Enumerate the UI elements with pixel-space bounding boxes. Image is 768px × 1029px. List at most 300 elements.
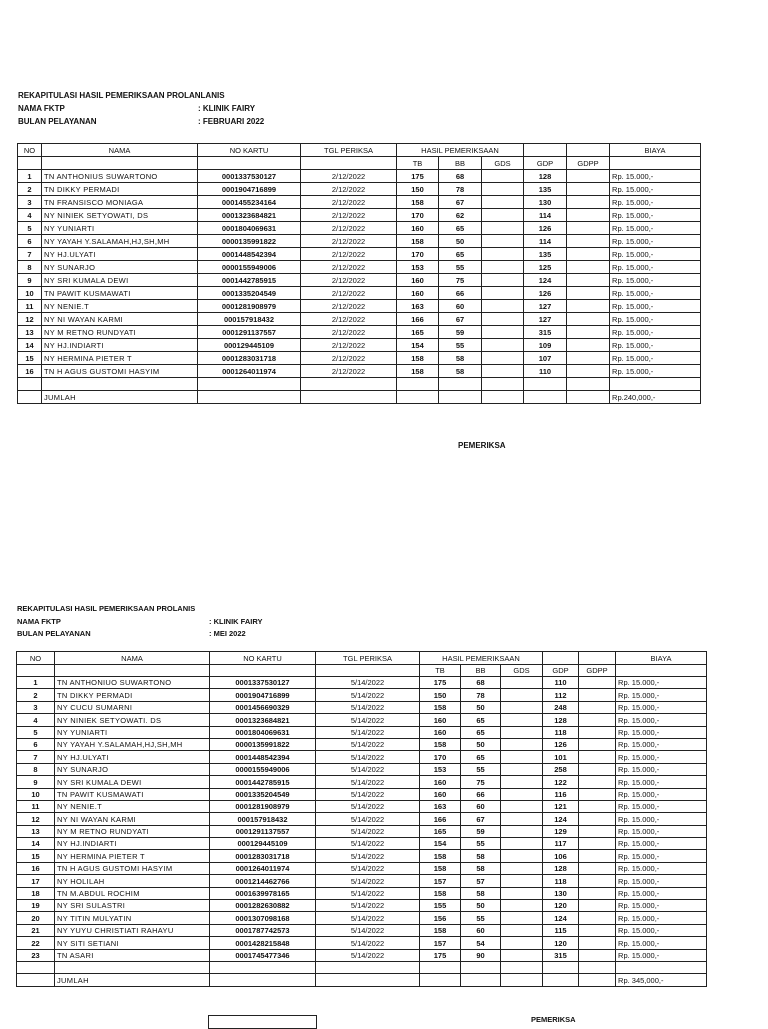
table-row [18, 326, 701, 339]
row-biaya: Rp. 15.000,- [616, 912, 707, 924]
row-no: 8 [18, 261, 42, 274]
report1-bulan-value: : FEBRUARI 2022 [198, 117, 265, 126]
row-bb: 65 [439, 222, 482, 235]
empty-cell [18, 391, 42, 404]
row-tb: 150 [397, 183, 439, 196]
row-no: 5 [18, 222, 42, 235]
row-gdpp [567, 274, 610, 287]
row-tgl: 5/14/2022 [316, 838, 420, 850]
row-gdp: 135 [524, 248, 567, 261]
row-tb: 160 [420, 776, 461, 788]
row-tgl: 2/12/2022 [301, 222, 397, 235]
signature-box [208, 1015, 317, 1029]
row-no: 5 [17, 726, 55, 738]
col-bb: BB [439, 157, 482, 170]
row-gds [482, 365, 524, 378]
row-tgl: 5/14/2022 [316, 677, 420, 689]
table-row [18, 274, 701, 287]
row-tgl: 5/14/2022 [316, 800, 420, 812]
report2-pemeriksa: PEMERIKSA [531, 1015, 576, 1024]
row-gdp: 112 [543, 689, 579, 701]
row-biaya: Rp. 15.000,- [616, 900, 707, 912]
row-tb: 158 [420, 701, 461, 713]
row-no: 3 [18, 196, 42, 209]
row-biaya: Rp. 15.000,- [616, 714, 707, 726]
table-row-empty [18, 378, 701, 391]
row-nama: NY HJ.INDIARTI [42, 339, 198, 352]
row-no: 23 [17, 949, 55, 961]
table-row [17, 689, 707, 701]
row-gdpp [579, 800, 616, 812]
row-gds [501, 689, 543, 701]
table-row [17, 900, 707, 912]
row-nama: NY SRI SULASTRI [55, 900, 210, 912]
table-subheader-row [18, 157, 701, 170]
table-subheader-row [17, 665, 707, 677]
row-gds [501, 900, 543, 912]
row-gdp: 127 [524, 300, 567, 313]
row-bb: 75 [439, 274, 482, 287]
row-no-kartu: 0001804069631 [198, 222, 301, 235]
col-tb: TB [397, 157, 439, 170]
row-tgl: 5/14/2022 [316, 776, 420, 788]
subheader-blank [198, 157, 301, 170]
row-nama: NY M RETNO RUNDYATI [42, 326, 198, 339]
table-row [17, 813, 707, 825]
row-bb: 50 [461, 701, 501, 713]
row-biaya: Rp. 15.000,- [616, 850, 707, 862]
subheader-blank [18, 157, 42, 170]
row-tb: 163 [420, 800, 461, 812]
row-nama: NY NI WAYAN KARMI [55, 813, 210, 825]
table-row [17, 850, 707, 862]
row-tgl: 5/14/2022 [316, 689, 420, 701]
empty-cell [616, 961, 707, 973]
empty-cell [439, 391, 482, 404]
row-biaya: Rp. 15.000,- [610, 352, 701, 365]
empty-cell [210, 974, 316, 986]
table-row [17, 714, 707, 726]
row-no-kartu: 0001281908979 [198, 300, 301, 313]
header-blank [579, 652, 616, 665]
row-bb: 67 [461, 813, 501, 825]
row-bb: 55 [439, 261, 482, 274]
row-no: 4 [18, 209, 42, 222]
row-bb: 50 [439, 235, 482, 248]
subheader-blank [210, 665, 316, 677]
table-row [18, 235, 701, 248]
row-biaya: Rp. 15.000,- [616, 924, 707, 936]
row-bb: 66 [461, 788, 501, 800]
table-row [17, 838, 707, 850]
row-no: 12 [18, 313, 42, 326]
row-gds [501, 912, 543, 924]
row-biaya: Rp. 15.000,- [610, 183, 701, 196]
empty-cell [524, 391, 567, 404]
row-tb: 150 [420, 689, 461, 701]
row-nama: TN M.ABDUL ROCHIM [55, 887, 210, 899]
row-no-kartu: 0001291137557 [210, 825, 316, 837]
row-bb: 58 [461, 887, 501, 899]
subheader-blank [42, 157, 198, 170]
row-gdpp [579, 825, 616, 837]
row-gdpp [579, 838, 616, 850]
row-tgl: 2/12/2022 [301, 261, 397, 274]
row-gdp: 315 [543, 949, 579, 961]
row-no: 6 [18, 235, 42, 248]
col-gdp: GDP [543, 665, 579, 677]
row-gdp: 117 [543, 838, 579, 850]
row-gds [501, 937, 543, 949]
row-bb: 60 [439, 300, 482, 313]
row-no: 7 [18, 248, 42, 261]
row-nama: NY SRI KUMALA DEWI [55, 776, 210, 788]
row-tb: 153 [420, 763, 461, 775]
row-no-kartu: 0001281908979 [210, 800, 316, 812]
empty-cell [55, 961, 210, 973]
row-tb: 175 [420, 677, 461, 689]
row-no-kartu: 0001448542394 [198, 248, 301, 261]
row-gdpp [567, 326, 610, 339]
row-gdpp [567, 196, 610, 209]
empty-cell [316, 961, 420, 973]
row-tgl: 2/12/2022 [301, 274, 397, 287]
row-no: 13 [18, 326, 42, 339]
row-gdpp [567, 339, 610, 352]
row-nama: NY SUNARJO [42, 261, 198, 274]
row-tgl: 5/14/2022 [316, 701, 420, 713]
row-no: 18 [17, 887, 55, 899]
report2-header [17, 603, 262, 641]
row-nama: NY HOLILAH [55, 875, 210, 887]
row-tb: 154 [397, 339, 439, 352]
col-no-kartu: NO KARTU [210, 652, 316, 665]
row-gdpp [579, 813, 616, 825]
row-no-kartu: 0001264011974 [210, 862, 316, 874]
row-biaya: Rp. 15.000,- [616, 813, 707, 825]
row-gds [482, 170, 524, 183]
jumlah-label: JUMLAH [55, 974, 210, 986]
row-bb: 55 [439, 339, 482, 352]
row-no: 7 [17, 751, 55, 763]
row-biaya: Rp. 15.000,- [610, 339, 701, 352]
row-bb: 58 [461, 862, 501, 874]
row-nama: NY HJ.ULYATI [42, 248, 198, 261]
empty-cell [501, 974, 543, 986]
table-row-empty [17, 961, 707, 973]
row-gds [501, 825, 543, 837]
row-tgl: 5/14/2022 [316, 714, 420, 726]
row-nama: NY YAYAH Y.SALAMAH,HJ,SH,MH [42, 235, 198, 248]
row-gds [482, 287, 524, 300]
row-no: 11 [17, 800, 55, 812]
row-tb: 158 [397, 235, 439, 248]
row-gdpp [567, 248, 610, 261]
row-bb: 55 [461, 912, 501, 924]
row-gdpp [579, 937, 616, 949]
row-gdp: 124 [524, 274, 567, 287]
row-tb: 170 [397, 209, 439, 222]
row-no: 2 [18, 183, 42, 196]
table-row [17, 788, 707, 800]
row-tgl: 5/14/2022 [316, 813, 420, 825]
row-gdpp [579, 949, 616, 961]
table-row [18, 365, 701, 378]
row-no-kartu: 000129445109 [210, 838, 316, 850]
row-no-kartu: 0001442785915 [198, 274, 301, 287]
row-gds [501, 714, 543, 726]
row-gdp: 120 [543, 900, 579, 912]
row-gdpp [579, 689, 616, 701]
empty-cell [482, 378, 524, 391]
row-nama: NY NENIE.T [42, 300, 198, 313]
empty-cell [17, 974, 55, 986]
table-row [17, 751, 707, 763]
row-gdp: 130 [543, 887, 579, 899]
row-biaya: Rp. 15.000,- [616, 763, 707, 775]
subheader-blank [316, 665, 420, 677]
row-gds [482, 326, 524, 339]
col-biaya: BIAYA [616, 652, 707, 665]
row-no: 22 [17, 937, 55, 949]
row-gdpp [567, 183, 610, 196]
row-nama: NY TITIN MULYATIN [55, 912, 210, 924]
table-row [17, 887, 707, 899]
row-tb: 158 [420, 924, 461, 936]
row-gdpp [579, 701, 616, 713]
row-tgl: 5/14/2022 [316, 788, 420, 800]
table-row [17, 924, 707, 936]
row-nama: TN DIKKY PERMADI [42, 183, 198, 196]
jumlah-row [17, 974, 707, 986]
row-nama: TN DIKKY PERMADI [55, 689, 210, 701]
row-bb: 65 [461, 714, 501, 726]
row-biaya: Rp. 15.000,- [616, 825, 707, 837]
table-row [17, 875, 707, 887]
report2-fktp-label: NAMA FKTP [17, 616, 61, 626]
row-no: 10 [17, 788, 55, 800]
row-gdp: 129 [543, 825, 579, 837]
row-tb: 160 [420, 726, 461, 738]
table-row [17, 701, 707, 713]
row-tgl: 2/12/2022 [301, 300, 397, 313]
header-blank [524, 144, 567, 157]
col-biaya: BIAYA [610, 144, 701, 157]
row-no-kartu: 0001804069631 [210, 726, 316, 738]
row-bb: 65 [461, 726, 501, 738]
row-gdp: 126 [524, 222, 567, 235]
row-gdpp [567, 261, 610, 274]
row-tgl: 2/12/2022 [301, 209, 397, 222]
report2-bulan-label: BULAN PELAYANAN [17, 629, 91, 638]
row-no: 11 [18, 300, 42, 313]
table-row [18, 352, 701, 365]
row-gds [501, 949, 543, 961]
row-gdpp [567, 365, 610, 378]
row-gds [482, 222, 524, 235]
table-row [18, 261, 701, 274]
subheader-blank [55, 665, 210, 677]
row-no-kartu: 0001745477346 [210, 949, 316, 961]
row-no: 9 [17, 776, 55, 788]
empty-cell [420, 961, 461, 973]
row-gdp: 101 [543, 751, 579, 763]
table-row [17, 912, 707, 924]
row-gdpp [579, 887, 616, 899]
jumlah-label: JUMLAH [42, 391, 198, 404]
row-gds [501, 776, 543, 788]
row-tb: 166 [397, 313, 439, 326]
col-gds: GDS [482, 157, 524, 170]
row-no-kartu: 000157918432 [198, 313, 301, 326]
row-gds [501, 763, 543, 775]
row-bb: 59 [439, 326, 482, 339]
row-tgl: 2/12/2022 [301, 248, 397, 261]
row-no: 15 [17, 850, 55, 862]
row-no: 1 [17, 677, 55, 689]
row-nama: NY HERMINA PIETER T [55, 850, 210, 862]
row-gds [482, 196, 524, 209]
table-row [18, 339, 701, 352]
row-no: 15 [18, 352, 42, 365]
row-tgl: 2/12/2022 [301, 235, 397, 248]
row-gdp: 130 [524, 196, 567, 209]
col-tgl: TGL PERIKSA [316, 652, 420, 665]
row-biaya: Rp. 15.000,- [610, 248, 701, 261]
col-nama: NAMA [55, 652, 210, 665]
row-gdpp [579, 726, 616, 738]
row-no-kartu: 0001442785915 [210, 776, 316, 788]
row-biaya: Rp. 15.000,- [616, 887, 707, 899]
row-gdp: 118 [543, 726, 579, 738]
row-nama: NY NI WAYAN KARMI [42, 313, 198, 326]
row-gdp: 124 [543, 912, 579, 924]
row-tgl: 5/14/2022 [316, 937, 420, 949]
row-no-kartu: 0001335204549 [210, 788, 316, 800]
row-nama: NY HJ.INDIARTI [55, 838, 210, 850]
row-gds [501, 726, 543, 738]
row-nama: NY NENIE.T [55, 800, 210, 812]
row-gdp: 126 [543, 738, 579, 750]
row-gds [482, 339, 524, 352]
row-nama: TN PAWIT KUSMAWATI [42, 287, 198, 300]
row-tgl: 5/14/2022 [316, 912, 420, 924]
row-gds [482, 274, 524, 287]
row-nama: NY M RETNO RUNDYATI [55, 825, 210, 837]
row-biaya: Rp. 15.000,- [616, 738, 707, 750]
row-no: 8 [17, 763, 55, 775]
row-gds [501, 850, 543, 862]
row-no: 6 [17, 738, 55, 750]
row-tb: 163 [397, 300, 439, 313]
row-gdp: 128 [524, 170, 567, 183]
empty-cell [316, 974, 420, 986]
row-bb: 60 [461, 924, 501, 936]
row-bb: 58 [461, 850, 501, 862]
jumlah-value: Rp.240,000,- [610, 391, 701, 404]
row-biaya: Rp. 15.000,- [610, 274, 701, 287]
table-row [17, 677, 707, 689]
jumlah-row [18, 391, 701, 404]
report1-pemeriksa: PEMERIKSA [458, 441, 506, 450]
row-bb: 78 [461, 689, 501, 701]
row-no-kartu: 0000155949006 [210, 763, 316, 775]
table-row [18, 313, 701, 326]
row-gdp: 127 [524, 313, 567, 326]
col-bb: BB [461, 665, 501, 677]
row-tgl: 2/12/2022 [301, 313, 397, 326]
empty-cell [461, 974, 501, 986]
row-tgl: 5/14/2022 [316, 825, 420, 837]
row-bb: 62 [439, 209, 482, 222]
row-tgl: 5/14/2022 [316, 763, 420, 775]
row-tb: 160 [397, 287, 439, 300]
row-biaya: Rp. 15.000,- [610, 209, 701, 222]
row-gdp: 128 [543, 862, 579, 874]
row-gdpp [567, 209, 610, 222]
row-bb: 60 [461, 800, 501, 812]
row-biaya: Rp. 15.000,- [616, 937, 707, 949]
row-gds [482, 235, 524, 248]
row-tb: 165 [397, 326, 439, 339]
row-tgl: 2/12/2022 [301, 339, 397, 352]
row-gdp: 110 [524, 365, 567, 378]
table-row [17, 800, 707, 812]
row-tb: 156 [420, 912, 461, 924]
row-nama: NY YUNIARTI [42, 222, 198, 235]
table-row [18, 196, 701, 209]
row-tgl: 2/12/2022 [301, 287, 397, 300]
row-no: 20 [17, 912, 55, 924]
col-gdpp: GDPP [579, 665, 616, 677]
col-no-kartu: NO KARTU [198, 144, 301, 157]
row-no-kartu: 0001904716899 [210, 689, 316, 701]
row-gds [501, 751, 543, 763]
row-no-kartu: 0001337530127 [210, 677, 316, 689]
row-biaya: Rp. 15.000,- [616, 800, 707, 812]
row-gds [482, 183, 524, 196]
empty-cell [461, 961, 501, 973]
col-hasil: HASIL PEMERIKSAAN [420, 652, 543, 665]
col-gds: GDS [501, 665, 543, 677]
row-gdpp [579, 751, 616, 763]
table-row [18, 248, 701, 261]
row-biaya: Rp. 15.000,- [616, 862, 707, 874]
row-gdp: 258 [543, 763, 579, 775]
row-gdp: 118 [543, 875, 579, 887]
row-no: 4 [17, 714, 55, 726]
row-no: 13 [17, 825, 55, 837]
row-gdpp [567, 170, 610, 183]
row-tgl: 5/14/2022 [316, 738, 420, 750]
row-nama: TN H AGUS GUSTOMI HASYIM [55, 862, 210, 874]
empty-cell [482, 391, 524, 404]
row-gdpp [579, 850, 616, 862]
row-no: 2 [17, 689, 55, 701]
row-tgl: 5/14/2022 [316, 862, 420, 874]
table-row [17, 825, 707, 837]
row-nama: NY YUYU CHRISTIATI RAHAYU [55, 924, 210, 936]
row-bb: 67 [439, 313, 482, 326]
row-no-kartu: 0001448542394 [210, 751, 316, 763]
table-row [17, 862, 707, 874]
row-bb: 57 [461, 875, 501, 887]
row-biaya: Rp. 15.000,- [610, 170, 701, 183]
row-tgl: 5/14/2022 [316, 924, 420, 936]
row-tb: 170 [397, 248, 439, 261]
row-gds [482, 352, 524, 365]
row-no: 14 [17, 838, 55, 850]
